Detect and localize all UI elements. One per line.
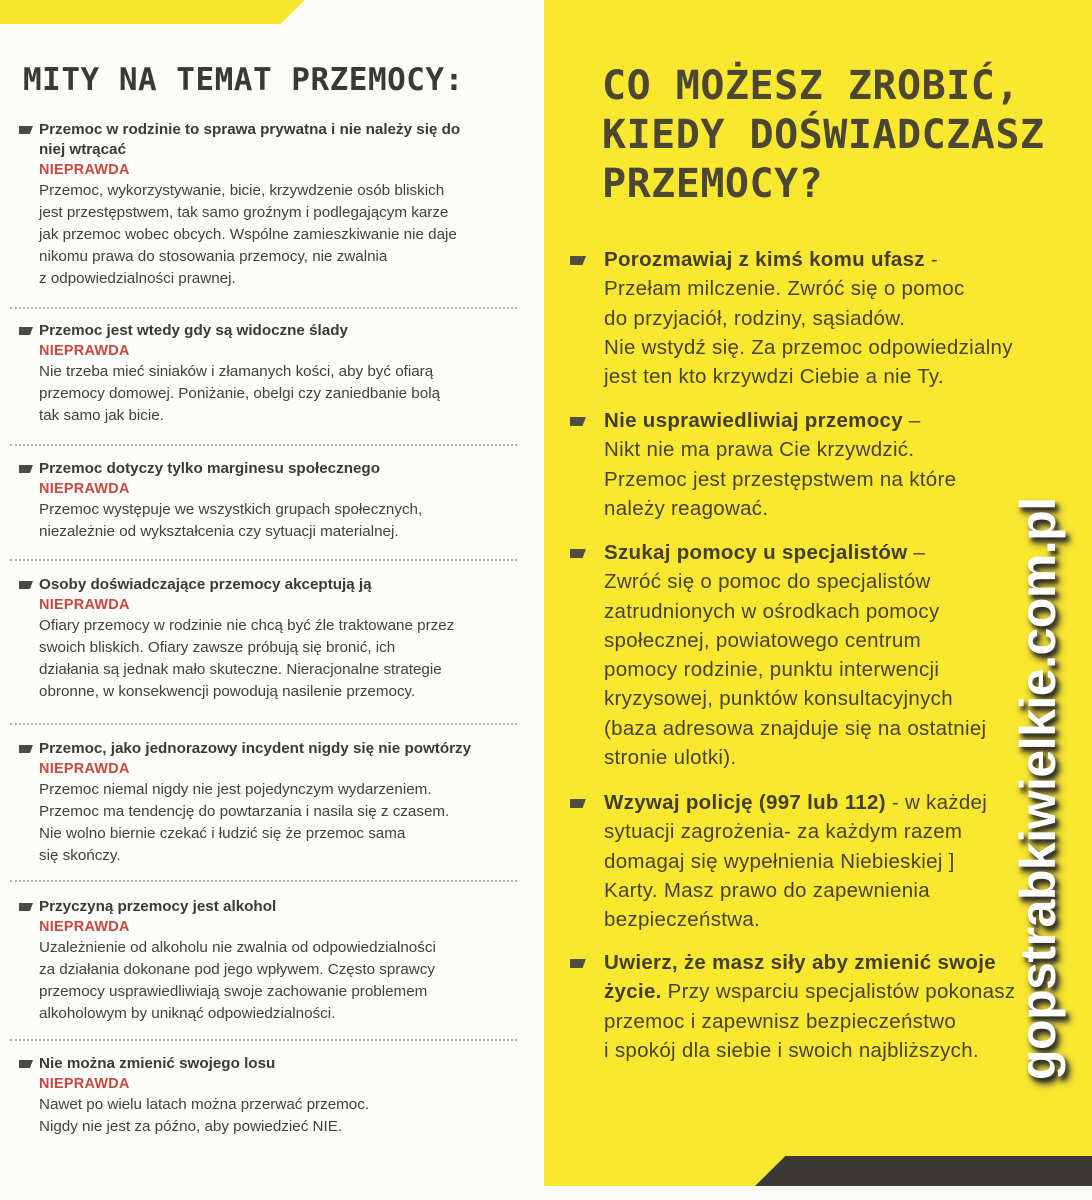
body-line: Nie trzeba mieć siniaków i złamanych kości, aby być ofiarą bbox=[39, 363, 434, 380]
tip-line: jest ten kto krzywdzi Ciebie a nie Ty. bbox=[604, 365, 944, 389]
myth-item-3 bbox=[0, 459, 540, 543]
tip-line: Nikt nie ma prawa Cie krzywdzić. bbox=[604, 438, 915, 462]
tip-line: Przemoc jest przestępstwem na które bbox=[604, 467, 957, 491]
top-yellow-band bbox=[0, 0, 305, 24]
myth-body bbox=[0, 779, 540, 867]
dotted-divider bbox=[10, 1039, 517, 1041]
tip-line: Przełam milczenie. Zwróć się o pomoc bbox=[604, 277, 965, 301]
body-line: jak przemoc wobec obcych. Wspólne zamieszkiwanie nie daje bbox=[39, 226, 457, 243]
myth-body bbox=[0, 361, 540, 427]
myth-body bbox=[0, 499, 540, 543]
body-line: Przemoc, wykorzystywanie, bicie, krzywdzenie osób bliskich bbox=[39, 182, 445, 199]
dotted-divider bbox=[10, 307, 517, 309]
myth-item-2 bbox=[0, 321, 540, 427]
tip-line: do przyjaciół, rodziny, sąsiadów. bbox=[604, 306, 906, 330]
myth-heading-line: Nie można zmienić swojego losu bbox=[39, 1055, 276, 1072]
verdict-label: NIEPRAWDA bbox=[39, 1076, 130, 1092]
body-line: Przemoc występuje we wszystkich grupach społecznych, bbox=[39, 501, 423, 518]
tip-line: Karty. Masz prawo do zapewnienia bbox=[604, 878, 930, 902]
tip-line: Nie wstydź się. Za przemoc odpowiedzialny bbox=[604, 335, 1013, 359]
tip-line: pomocy rodzinie, punktu interwencji bbox=[604, 658, 940, 682]
tip-heading: Szukaj pomocy u specjalistów bbox=[604, 541, 908, 564]
body-line: Przemoc ma tendencję do powtarzania i nasila się z czasem. bbox=[39, 803, 450, 820]
tip-line: przemoc i zapewnisz bezpieczeństwo bbox=[604, 1009, 957, 1033]
myth-item-7 bbox=[0, 1054, 540, 1138]
bullet-icon bbox=[19, 581, 33, 589]
tip-heading: Porozmawiaj z kimś komu ufasz bbox=[604, 248, 925, 271]
body-line: przemocy domowej. Poniżanie, obelgi czy zaniedbanie bolą bbox=[39, 385, 441, 402]
tip-line: społecznej, powiatowego centrum bbox=[604, 628, 921, 652]
body-line: Nawet po wielu latach można przerwać przemoc. bbox=[39, 1096, 370, 1113]
verdict-label: NIEPRAWDA bbox=[39, 761, 130, 777]
tip-heading: Uwierz, że masz siły aby zmienić swoje bbox=[604, 951, 996, 974]
body-line: jest przestępstwem, tak samo groźnym i podlegającym karze bbox=[39, 204, 449, 221]
tip-line: domagaj się wypełnienia Niebieskiej ] bbox=[604, 849, 955, 873]
tip-heading-suffix: – bbox=[902, 409, 921, 432]
tip-heading-continued: życie. bbox=[604, 980, 662, 1004]
tip-line: Przy wsparciu specjalistów pokonasz bbox=[661, 980, 1016, 1004]
myth-body bbox=[0, 937, 540, 1025]
myth-heading bbox=[0, 120, 540, 160]
body-line: się skończy. bbox=[39, 847, 121, 864]
tip-line: należy reagować. bbox=[604, 496, 769, 520]
bullet-icon bbox=[19, 745, 33, 753]
myth-item-1 bbox=[0, 120, 540, 290]
bullet-icon bbox=[19, 327, 33, 335]
dotted-divider bbox=[10, 559, 517, 561]
myth-heading-line: Przemoc dotyczy tylko marginesu społecznego bbox=[39, 460, 380, 477]
verdict-label: NIEPRAWDA bbox=[39, 597, 130, 613]
verdict-label: NIEPRAWDA bbox=[39, 343, 130, 359]
myth-heading bbox=[0, 897, 540, 917]
tip-line: i spokój dla siebie i swoich najbliższych. bbox=[604, 1038, 979, 1062]
title-line: PRZEMOCY? bbox=[602, 161, 824, 207]
title-line: CO MOŻESZ ZROBIĆ, bbox=[602, 63, 1020, 109]
body-line: za działania dokonane pod jego wpływem. Często sprawcy bbox=[39, 961, 435, 978]
title-line: KIEDY DOŚWIADCZASZ bbox=[602, 112, 1045, 158]
bullet-icon bbox=[19, 903, 33, 911]
watermark: gopstrabkiwielkie.com.pl bbox=[1010, 497, 1066, 1080]
myth-item-4 bbox=[0, 575, 540, 703]
body-line: Ofiary przemocy w rodzinie nie chcą być źle traktowane przez bbox=[39, 617, 455, 634]
body-line: działania są jednak mało skuteczne. Nieracjonalne strategie bbox=[39, 661, 442, 678]
tip-line: zatrudnionych w ośrodkach pomocy bbox=[604, 599, 940, 623]
tip-heading: Nie usprawiedliwiaj przemocy bbox=[604, 409, 903, 432]
body-line: nikomu prawa do stosowania przemocy, nie zwalnia bbox=[39, 248, 388, 265]
bullet-icon bbox=[19, 126, 33, 134]
myth-heading-line: Przemoc, jako jednorazowy incydent nigdy się nie powtórzy bbox=[39, 740, 472, 757]
myths-panel bbox=[0, 0, 544, 1200]
what-you-can-do-title bbox=[602, 62, 1044, 209]
body-line: alkoholowym by uniknąć odpowiedzialności. bbox=[39, 1005, 336, 1022]
myth-item-5 bbox=[0, 739, 540, 867]
tip-line: stronie ulotki). bbox=[604, 746, 737, 770]
body-line: Uzależnienie od alkoholu nie zwalnia od odpowiedzialności bbox=[39, 939, 436, 956]
body-line: swoich bliskich. Ofiary zawsze próbują się bronić, ich bbox=[39, 639, 396, 656]
tip-heading-suffix: - bbox=[924, 248, 938, 271]
body-line: obronne, w konsekwencji powodują nasilenie przemocy. bbox=[39, 683, 416, 700]
myth-heading bbox=[0, 1054, 540, 1074]
myth-body bbox=[0, 1094, 540, 1138]
myth-heading bbox=[0, 739, 540, 759]
tip-line: (baza adresowa znajduje się na ostatniej bbox=[604, 716, 987, 740]
body-line: z odpowiedzialności prawnej. bbox=[39, 270, 236, 287]
verdict-label: NIEPRAWDA bbox=[39, 919, 130, 935]
tip-line: bezpieczeństwa. bbox=[604, 908, 761, 932]
body-line: Nigdy nie jest za późno, aby powiedzieć NIE. bbox=[39, 1118, 343, 1135]
tip-item-1 bbox=[544, 245, 1092, 391]
body-line: niezależnie od wykształcenia czy sytuacji materialnej. bbox=[39, 523, 399, 540]
myth-heading-line: Przyczyną przemocy jest alkohol bbox=[39, 898, 277, 915]
tip-heading: Wzywaj policję (997 lub 112) bbox=[604, 791, 886, 814]
tip-line: sytuacji zagrożenia- za każdym razem bbox=[604, 820, 963, 844]
bullet-icon bbox=[19, 1060, 33, 1068]
tip-line: Zwróć się o pomoc do specjalistów bbox=[604, 570, 931, 594]
bottom-dark-band bbox=[755, 1156, 1092, 1186]
myths-title: MITY NA TEMAT PRZEMOCY: bbox=[23, 62, 464, 98]
verdict-label: NIEPRAWDA bbox=[39, 162, 130, 178]
body-line: przemocy usprawiedliwiają swoje zachowanie problemem bbox=[39, 983, 428, 1000]
myth-heading bbox=[0, 575, 540, 595]
tip-heading-suffix: - w każdej bbox=[885, 791, 988, 814]
body-line: Przemoc niemal nigdy nie jest pojedynczym wydarzeniem. bbox=[39, 781, 432, 798]
myth-heading-line: niej wtrącać bbox=[39, 141, 126, 158]
myth-heading bbox=[0, 459, 540, 479]
verdict-label: NIEPRAWDA bbox=[39, 481, 130, 497]
dotted-divider bbox=[10, 880, 517, 882]
dotted-divider bbox=[10, 723, 517, 725]
myth-heading bbox=[0, 321, 540, 341]
myth-heading-line: Przemoc w rodzinie to sprawa prywatna i nie należy się do bbox=[39, 121, 461, 138]
tip-line: kryzysowej, punktów konsultacyjnych bbox=[604, 687, 953, 711]
myth-body bbox=[0, 615, 540, 703]
myth-body bbox=[0, 180, 540, 290]
dotted-divider bbox=[10, 444, 517, 446]
body-line: tak samo jak bicie. bbox=[39, 407, 164, 424]
myth-item-6 bbox=[0, 897, 540, 1025]
body-line: Nie wolno biernie czekać i łudzić się że przemoc sama bbox=[39, 825, 406, 842]
tip-heading-suffix: – bbox=[907, 541, 926, 564]
myth-heading-line: Osoby doświadczające przemocy akceptują ją bbox=[39, 576, 372, 593]
bullet-icon bbox=[19, 465, 33, 473]
myth-heading-line: Przemoc jest wtedy gdy są widoczne ślady bbox=[39, 322, 348, 339]
